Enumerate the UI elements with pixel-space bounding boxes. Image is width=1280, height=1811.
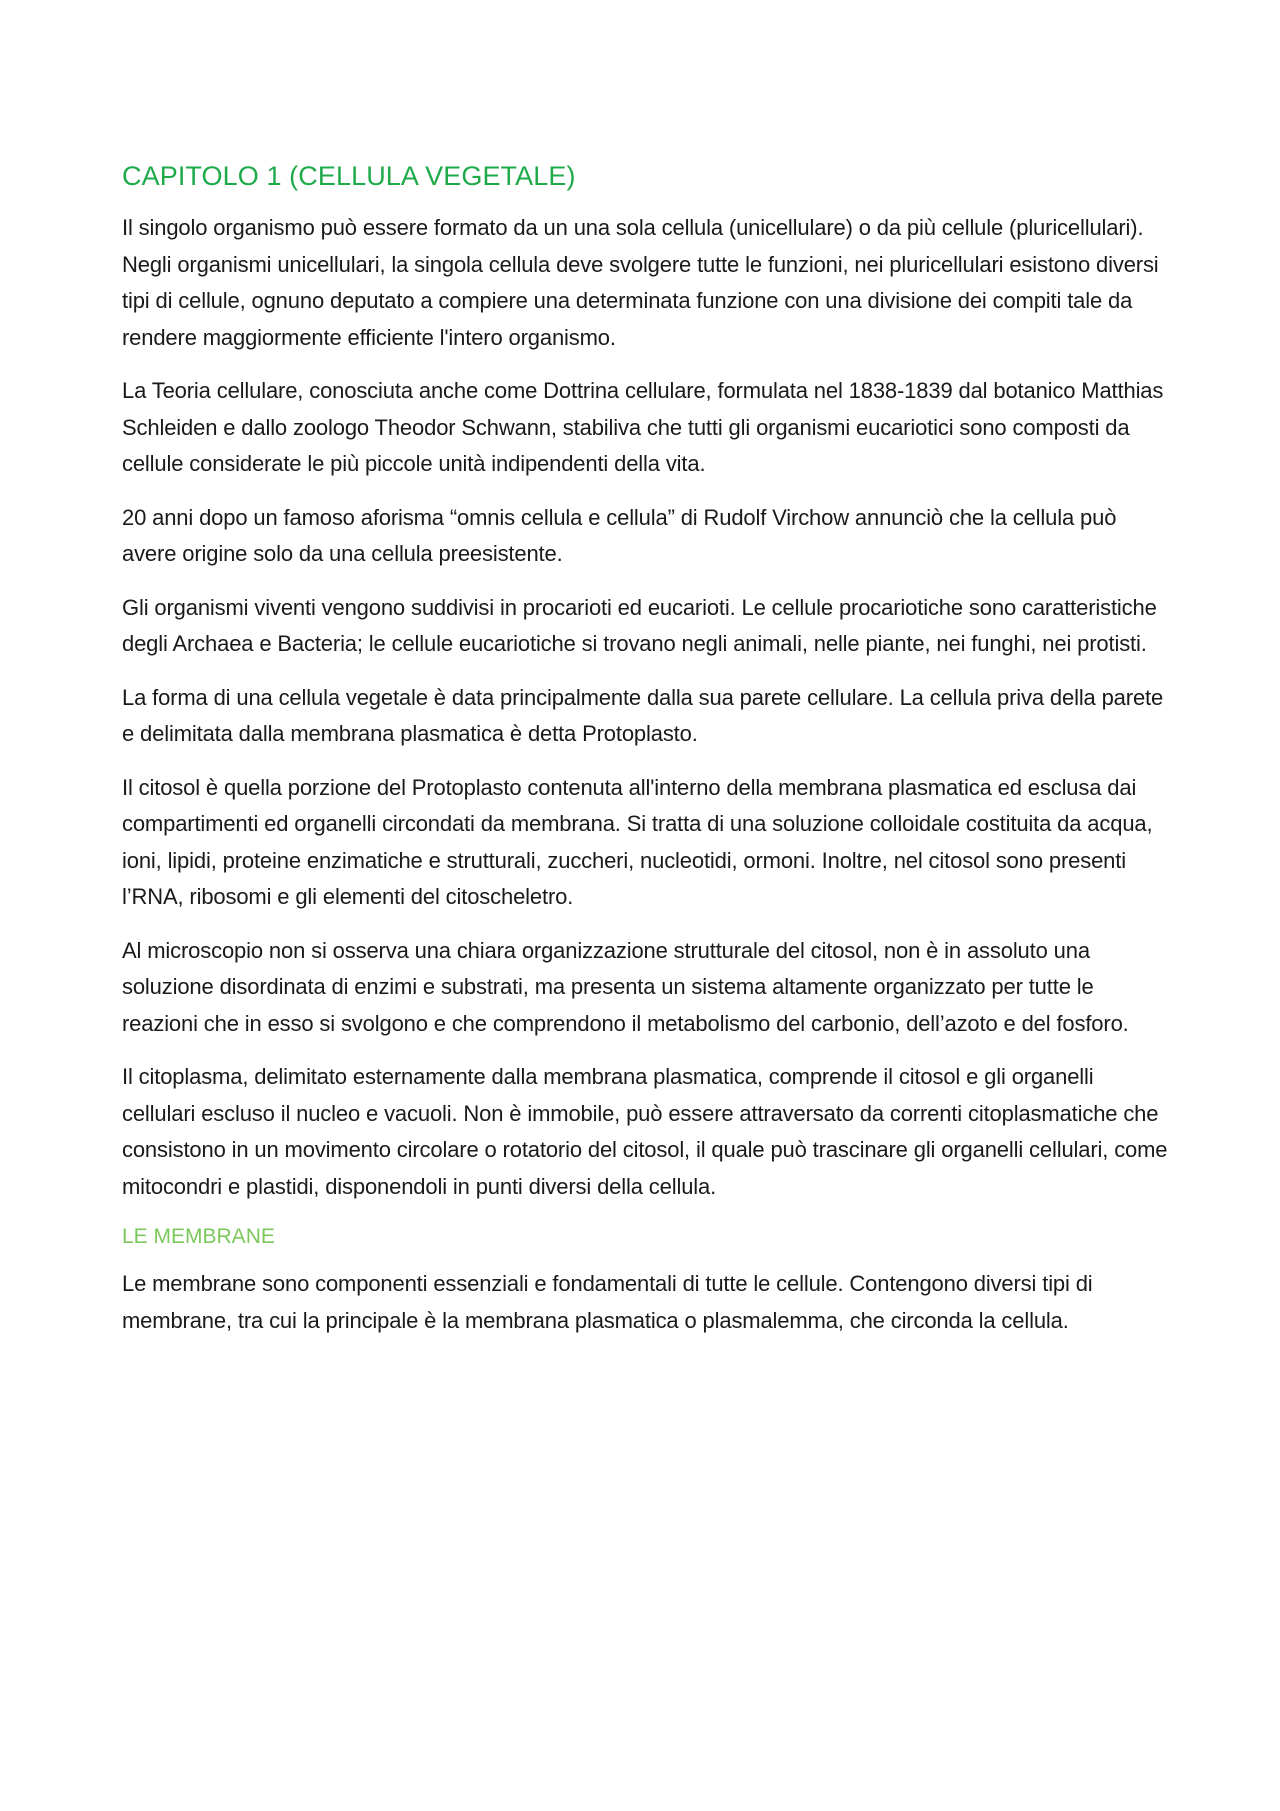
section-title: LE MEMBRANE xyxy=(122,1225,275,1248)
paragraph: Il citosol è quella porzione del Protoplasto contenuta all'interno della membrana plasmatica ed esclusa dai compartimenti ed organelli circondati da membrana. Si tratta di una soluzione colloidale costituita da acqua, ioni, lipidi, proteine enzimatiche e strutturali, zuccheri, nucleotidi, ormoni. Inoltre, nel citosol sono presenti l’RNA, ribosomi e gli elementi del citoscheletro. xyxy=(122,774,1153,909)
document-page xyxy=(122,158,1172,1356)
chapter-title: CAPITOLO 1 (CELLULA VEGETALE) xyxy=(122,161,576,191)
paragraph: Le membrane sono componenti essenziali e fondamentali di tutte le cellule. Contengono diversi tipi di membrane, tra cui la principale è la membrana plasmatica o plasmalemma, che circonda la cellula. xyxy=(122,1271,1093,1333)
paragraph: La forma di una cellula vegetale è data principalmente dalla sua parete cellulare. La cellula priva della parete e delimitata dalla membrana plasmatica è detta Protoplasto. xyxy=(122,684,1164,746)
paragraph: La Teoria cellulare, conosciuta anche come Dottrina cellulare, formulata nel 1838-1839 dal botanico Matthias Schleiden e dallo zoologo Theodor Schwann, stabiliva che tutti gli organismi eucariotici sono composti da cellule considerate le più piccole unità indipendenti della vita. xyxy=(122,378,1164,476)
paragraph: Gli organismi viventi vengono suddivisi in procarioti ed eucarioti. Le cellule procariotiche sono caratteristiche degli Archaea e Bacteria; le cellule eucariotiche si trovano negli animali, nelle piante, nei funghi, nei protisti. xyxy=(122,594,1157,656)
paragraph: Al microscopio non si osserva una chiara organizzazione strutturale del citosol, non è in assoluto una soluzione disordinata di enzimi e substrati, ma presenta un sistema altamente organizzato per tutte le reazioni che in esso si svolgono e che comprendono il metabolismo del carbonio, dell’azoto e del fosforo. xyxy=(122,937,1129,1036)
paragraph: Il citoplasma, delimitato esternamente dalla membrana plasmatica, comprende il citosol e gli organelli cellulari escluso il nucleo e vacuoli. Non è immobile, può essere attraversato da correnti citoplasmatiche che consistono in un movimento circolare o rotatorio del citosol, il quale può trascinare gli organelli cellulari, come mitocondri e plastidi, disponendoli in punti diversi della cellula. xyxy=(122,1064,1168,1199)
paragraph: Il singolo organismo può essere formato da un una sola cellula (unicellulare) o da più cellule (pluricellulari). Negli organismi unicellulari, la singola cellula deve svolgere tutte le funzioni, nei pluricellulari esistono diversi tipi di cellule, ognuno deputato a compiere una determinata funzione con una divisione dei compiti tale da rendere maggiormente efficiente l'intero organismo. xyxy=(122,215,1159,350)
paragraph: 20 anni dopo un famoso aforisma “omnis cellula e cellula” di Rudolf Virchow annunciò che la cellula può avere origine solo da una cellula preesistente. xyxy=(122,504,1117,566)
